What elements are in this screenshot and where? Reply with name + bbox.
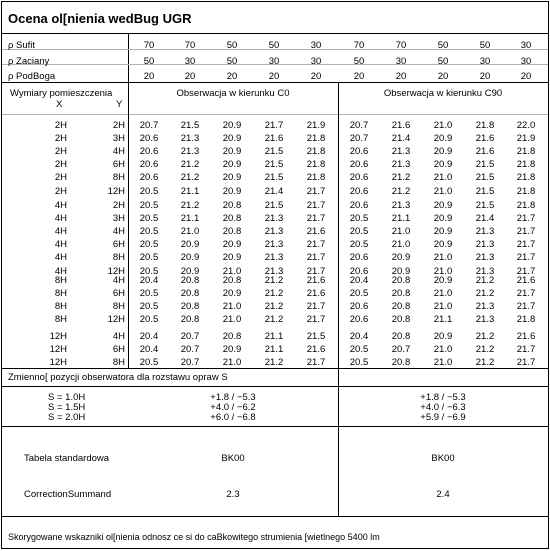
ugr-value: 21.6	[306, 344, 326, 356]
reflectance-value: 50	[268, 40, 280, 51]
ugr-value: 20.8	[391, 301, 411, 313]
reflectance-value: 50	[437, 40, 449, 51]
ugr-value: 21.1	[264, 344, 284, 356]
ugr-value: 21.8	[306, 159, 326, 171]
ugr-value: 20.9	[180, 239, 200, 251]
ugr-value: 20.8	[180, 288, 200, 300]
ugr-value: 20.5	[139, 314, 159, 326]
ugr-value: 21.0	[180, 226, 200, 238]
row-divider	[2, 82, 548, 83]
spacing-c0: +1.8 / −5.3	[210, 392, 256, 403]
reflectance-label: ρ Sufit	[8, 40, 36, 51]
ugr-value: 20.5	[139, 226, 159, 238]
reflectance-value: 50	[226, 56, 238, 67]
ugr-value: 20.4	[349, 275, 369, 286]
ugr-value: 21.5	[475, 200, 495, 211]
ugr-value: 21.2	[264, 357, 284, 369]
ugr-value: 21.7	[516, 344, 536, 356]
reflectance-value: 30	[395, 56, 407, 67]
ugr-value: 21.0	[433, 288, 453, 300]
ugr-value: 20.9	[222, 159, 242, 171]
ugr-value: 21.7	[306, 213, 326, 225]
ugr-value: 20.9	[433, 239, 453, 251]
ugr-value: 21.7	[516, 357, 536, 369]
ugr-value: 21.0	[222, 301, 242, 313]
room-y: 4H	[112, 331, 125, 342]
ugr-value: 20.8	[391, 288, 411, 300]
ugr-value: 21.1	[264, 331, 284, 342]
ugr-value: 20.8	[222, 275, 242, 286]
ugr-value: 21.6	[516, 331, 536, 342]
ugr-value: 21.0	[222, 314, 242, 326]
reflectance-value: 30	[310, 56, 322, 67]
ugr-value: 21.7	[516, 213, 536, 225]
spacing-c90: +1.8 / −5.3	[420, 392, 466, 403]
ugr-value: 21.7	[264, 120, 284, 131]
ugr-value: 21.5	[264, 200, 284, 211]
ugr-value: 20.6	[349, 159, 369, 171]
ugr-value: 21.1	[180, 213, 200, 225]
room-x: 12H	[49, 344, 67, 356]
room-y: 3H	[112, 213, 125, 225]
ugr-value: 20.5	[349, 226, 369, 238]
ugr-value: 21.6	[475, 133, 495, 145]
standard-table-label: Tabela standardowa	[24, 453, 110, 464]
ugr-value: 21.6	[264, 133, 284, 145]
column-divider	[128, 33, 129, 368]
ugr-value: 20.6	[139, 159, 159, 171]
correction-c0: 2.3	[226, 489, 240, 500]
row-divider	[2, 114, 548, 115]
room-x: 2H	[54, 120, 67, 131]
reflectance-value: 50	[353, 56, 365, 67]
ugr-value: 20.4	[349, 331, 369, 342]
ugr-value: 21.5	[264, 172, 284, 184]
ugr-value: 20.8	[222, 200, 242, 211]
ugr-value: 20.6	[139, 133, 159, 145]
column-divider	[338, 426, 339, 516]
ugr-value: 21.0	[222, 357, 242, 369]
room-x: 12H	[49, 331, 67, 342]
ugr-value: 21.8	[306, 146, 326, 158]
ugr-value: 21.7	[306, 357, 326, 369]
spacing-label: S = 1.5H	[48, 402, 86, 413]
ugr-value: 20.6	[139, 146, 159, 158]
ugr-value: 20.9	[433, 275, 453, 286]
ugr-value: 21.7	[516, 239, 536, 251]
ugr-value: 20.8	[391, 331, 411, 342]
spacing-label: S = 2.0H	[48, 412, 86, 423]
ugr-value: 21.6	[391, 120, 411, 131]
ugr-value: 20.9	[222, 172, 242, 184]
ugr-value: 21.8	[516, 185, 536, 197]
room-x: 4H	[54, 200, 67, 211]
reflectance-value: 30	[520, 40, 532, 51]
reflectance-label: ρ Zaciany	[8, 56, 50, 67]
ugr-value: 20.5	[139, 185, 159, 197]
ugr-value: 21.2	[180, 200, 200, 211]
room-y: 6H	[112, 344, 125, 356]
ugr-value: 21.3	[391, 146, 411, 158]
room-y: 2H	[112, 120, 125, 131]
reflectance-value: 50	[479, 40, 491, 51]
ugr-value: 20.9	[180, 265, 200, 277]
ugr-value: 21.8	[516, 314, 536, 326]
row-divider	[2, 33, 548, 34]
reflectance-value: 20	[520, 71, 532, 82]
room-x: 4H	[54, 213, 67, 225]
ugr-value: 20.8	[391, 314, 411, 326]
ugr-document	[1, 1, 549, 549]
ugr-value: 21.5	[475, 172, 495, 184]
ugr-value: 21.7	[516, 265, 536, 277]
ugr-value: 21.3	[391, 159, 411, 171]
reflectance-value: 30	[184, 56, 196, 67]
spacing-c90: +4.0 / −6.3	[420, 402, 466, 413]
ugr-value: 21.3	[180, 133, 200, 145]
ugr-value: 21.8	[516, 172, 536, 184]
ugr-value: 20.6	[349, 146, 369, 158]
ugr-value: 20.9	[433, 226, 453, 238]
ugr-value: 20.5	[139, 265, 159, 277]
ugr-value: 20.7	[349, 120, 369, 131]
ugr-value: 21.5	[264, 159, 284, 171]
ugr-value: 20.7	[180, 357, 200, 369]
ugr-value: 21.3	[475, 226, 495, 238]
ugr-value: 20.8	[180, 301, 200, 313]
room-x: 2H	[54, 172, 67, 184]
ugr-value: 21.3	[264, 265, 284, 277]
ugr-value: 20.9	[222, 239, 242, 251]
ugr-value: 21.4	[475, 213, 495, 225]
ugr-value: 20.6	[349, 185, 369, 197]
ugr-value: 20.5	[139, 357, 159, 369]
dims-x-label: X	[56, 99, 63, 110]
ugr-value: 20.9	[222, 185, 242, 197]
ugr-value: 21.3	[475, 239, 495, 251]
reflectance-value: 50	[226, 40, 238, 51]
standard-table-c0: BK00	[221, 453, 245, 464]
ugr-value: 21.3	[475, 252, 495, 264]
reflectance-value: 20	[143, 71, 155, 82]
ugr-value: 21.0	[391, 239, 411, 251]
ugr-value: 21.3	[475, 265, 495, 277]
reflectance-value: 50	[143, 56, 155, 67]
ugr-value: 21.5	[264, 146, 284, 158]
ugr-value: 21.3	[264, 213, 284, 225]
ugr-value: 21.0	[433, 301, 453, 313]
reflectance-value: 20	[268, 71, 280, 82]
ugr-value: 20.4	[139, 275, 159, 286]
room-y: 12H	[107, 314, 125, 326]
ugr-value: 21.5	[306, 331, 326, 342]
ugr-value: 20.5	[139, 213, 159, 225]
ugr-value: 21.6	[475, 146, 495, 158]
row-divider	[2, 516, 548, 517]
ugr-value: 20.9	[180, 252, 200, 264]
ugr-value: 20.4	[139, 331, 159, 342]
room-x: 2H	[54, 146, 67, 158]
reflectance-value: 70	[184, 40, 196, 51]
ugr-value: 21.2	[391, 172, 411, 184]
ugr-value: 20.9	[433, 200, 453, 211]
ugr-value: 20.8	[222, 213, 242, 225]
spacing-label: S = 1.0H	[48, 392, 86, 403]
ugr-value: 20.9	[391, 265, 411, 277]
ugr-value: 21.2	[475, 288, 495, 300]
ugr-value: 21.2	[264, 301, 284, 313]
ugr-value: 21.2	[475, 344, 495, 356]
room-y: 8H	[112, 357, 125, 369]
ugr-value: 21.2	[475, 357, 495, 369]
ugr-value: 21.8	[516, 200, 536, 211]
ugr-value: 20.6	[349, 172, 369, 184]
ugr-value: 20.7	[349, 133, 369, 145]
room-y: 4H	[112, 146, 125, 158]
reflectance-value: 50	[437, 56, 449, 67]
ugr-value: 21.3	[264, 252, 284, 264]
reflectance-label: ρ PodBoga	[8, 71, 56, 82]
room-x: 4H	[54, 252, 67, 264]
ugr-value: 21.4	[391, 133, 411, 145]
correction-label: CorrectionSummand	[24, 489, 112, 500]
dims-y-label: Y	[116, 99, 123, 110]
ugr-value: 21.3	[475, 314, 495, 326]
ugr-value: 21.0	[391, 226, 411, 238]
ugr-value: 20.6	[139, 172, 159, 184]
room-y: 6H	[112, 239, 125, 251]
ugr-value: 20.5	[349, 344, 369, 356]
ugr-value: 21.7	[306, 200, 326, 211]
room-y: 6H	[112, 159, 125, 171]
reflectance-value: 20	[437, 71, 449, 82]
ugr-value: 20.4	[139, 344, 159, 356]
reflectance-value: 20	[353, 71, 365, 82]
ugr-value: 21.7	[306, 239, 326, 251]
dims-title: Wymiary pomieszczenia	[10, 88, 113, 99]
room-y: 12H	[107, 185, 125, 197]
ugr-value: 20.9	[391, 252, 411, 264]
ugr-value: 20.9	[222, 288, 242, 300]
ugr-value: 20.8	[180, 314, 200, 326]
ugr-value: 21.0	[433, 265, 453, 277]
ugr-value: 20.5	[349, 357, 369, 369]
ugr-value: 21.8	[516, 146, 536, 158]
reflectance-value: 70	[143, 40, 155, 51]
reflectance-value: 20	[395, 71, 407, 82]
ugr-value: 21.1	[391, 213, 411, 225]
ugr-value: 20.6	[349, 314, 369, 326]
ugr-value: 20.9	[433, 159, 453, 171]
ugr-value: 21.7	[306, 301, 326, 313]
room-y: 3H	[112, 133, 125, 145]
reflectance-value: 30	[479, 56, 491, 67]
ugr-value: 20.5	[139, 301, 159, 313]
ugr-value: 21.2	[264, 288, 284, 300]
room-x: 8H	[54, 288, 67, 300]
ugr-value: 20.9	[433, 331, 453, 342]
ugr-value: 21.3	[180, 146, 200, 158]
ugr-value: 21.7	[306, 252, 326, 264]
ugr-value: 21.8	[516, 159, 536, 171]
ugr-value: 20.5	[349, 213, 369, 225]
ugr-value: 21.8	[475, 120, 495, 131]
room-x: 2H	[54, 185, 67, 197]
ugr-value: 20.8	[391, 357, 411, 369]
ugr-value: 21.2	[475, 331, 495, 342]
ugr-value: 21.0	[433, 344, 453, 356]
ugr-value: 20.8	[180, 275, 200, 286]
ugr-value: 21.1	[433, 314, 453, 326]
reflectance-value: 20	[310, 71, 322, 82]
reflectance-value: 20	[226, 71, 238, 82]
ugr-value: 20.5	[349, 288, 369, 300]
ugr-value: 21.3	[264, 226, 284, 238]
ugr-value: 21.0	[433, 120, 453, 131]
room-x: 8H	[54, 275, 67, 286]
ugr-value: 20.9	[433, 133, 453, 145]
standard-table-c90: BK00	[431, 453, 455, 464]
ugr-value: 21.5	[180, 120, 200, 131]
ugr-value: 21.0	[433, 252, 453, 264]
room-y: 4H	[112, 226, 125, 238]
room-x: 2H	[54, 133, 67, 145]
ugr-value: 21.7	[516, 288, 536, 300]
ugr-value: 22.0	[516, 120, 536, 131]
spacing-c0: +6.0 / −6.8	[210, 412, 256, 423]
room-y: 8H	[112, 172, 125, 184]
reflectance-value: 30	[310, 40, 322, 51]
row-divider	[2, 426, 548, 427]
ugr-value: 20.6	[349, 265, 369, 277]
room-x: 4H	[54, 265, 67, 277]
ugr-value: 20.9	[222, 344, 242, 356]
ugr-value: 20.7	[180, 344, 200, 356]
ugr-value: 21.5	[475, 159, 495, 171]
ugr-value: 21.7	[306, 185, 326, 197]
ugr-value: 21.0	[222, 265, 242, 277]
ugr-value: 21.5	[475, 185, 495, 197]
ugr-value: 21.7	[516, 226, 536, 238]
ugr-value: 20.6	[349, 200, 369, 211]
ugr-value: 20.6	[349, 301, 369, 313]
ugr-value: 21.9	[516, 133, 536, 145]
room-y: 8H	[112, 252, 125, 264]
ugr-value: 20.8	[222, 226, 242, 238]
room-y: 8H	[112, 301, 125, 313]
row-divider	[2, 386, 548, 387]
ugr-value: 20.9	[222, 120, 242, 131]
ugr-value: 21.0	[433, 172, 453, 184]
ugr-value: 21.6	[516, 275, 536, 286]
ugr-value: 20.7	[391, 344, 411, 356]
ugr-value: 21.7	[516, 252, 536, 264]
ugr-value: 21.7	[306, 265, 326, 277]
ugr-value: 21.9	[306, 120, 326, 131]
ugr-value: 21.8	[306, 172, 326, 184]
ugr-value: 20.5	[139, 239, 159, 251]
spacing-c90: +5.9 / −6.9	[420, 412, 466, 423]
view-c90-header: Obserwacja w kierunku C90	[383, 88, 503, 99]
ugr-value: 21.2	[180, 172, 200, 184]
ugr-value: 21.6	[306, 275, 326, 286]
ugr-value: 21.6	[306, 288, 326, 300]
ugr-value: 20.8	[222, 331, 242, 342]
ugr-value: 21.3	[475, 301, 495, 313]
ugr-value: 20.9	[222, 133, 242, 145]
ugr-value: 21.2	[391, 185, 411, 197]
ugr-value: 20.8	[391, 275, 411, 286]
ugr-value: 20.7	[139, 120, 159, 131]
reflectance-value: 70	[353, 40, 365, 51]
ugr-value: 21.2	[180, 159, 200, 171]
ugr-value: 20.9	[222, 252, 242, 264]
spacing-c0: +4.0 / −6.2	[210, 402, 256, 413]
ugr-value: 21.1	[180, 185, 200, 197]
ugr-value: 21.2	[264, 275, 284, 286]
ugr-value: 21.8	[306, 133, 326, 145]
ugr-value: 21.2	[264, 314, 284, 326]
ugr-value: 21.3	[391, 200, 411, 211]
ugr-value: 21.4	[264, 185, 284, 197]
room-x: 12H	[49, 357, 67, 369]
ugr-value: 20.5	[139, 200, 159, 211]
ugr-value: 20.9	[433, 146, 453, 158]
column-divider	[338, 82, 339, 426]
ugr-value: 20.9	[222, 146, 242, 158]
room-x: 8H	[54, 301, 67, 313]
ugr-value: 21.0	[433, 185, 453, 197]
observer-note: Zmienno[ pozycji obserwatora dla rozstawu opraw S	[8, 372, 228, 383]
ugr-value: 21.2	[475, 275, 495, 286]
room-y: 4H	[112, 275, 125, 286]
reflectance-value: 30	[268, 56, 280, 67]
ugr-value: 20.7	[180, 331, 200, 342]
ugr-value: 21.7	[516, 301, 536, 313]
ugr-value: 20.9	[433, 213, 453, 225]
reflectance-value: 20	[184, 71, 196, 82]
footer-note: Skorygowane wskazniki ol[nienia odnosz ce si do caBkowitego strumienia [wietlnego 5400 lm	[8, 532, 380, 542]
correction-c90: 2.4	[436, 489, 450, 500]
view-c0-header: Obserwacja w kierunku C0	[176, 88, 290, 99]
reflectance-value: 70	[395, 40, 407, 51]
reflectance-value: 20	[479, 71, 491, 82]
ugr-value: 21.6	[306, 226, 326, 238]
ugr-value: 21.0	[433, 357, 453, 369]
room-y: 12H	[107, 265, 125, 277]
room-x: 4H	[54, 239, 67, 251]
room-x: 8H	[54, 314, 67, 326]
room-x: 4H	[54, 226, 67, 238]
ugr-value: 21.3	[264, 239, 284, 251]
room-x: 2H	[54, 159, 67, 171]
ugr-value: 20.5	[139, 252, 159, 264]
ugr-value: 21.7	[306, 314, 326, 326]
ugr-value: 20.5	[349, 239, 369, 251]
room-y: 2H	[112, 200, 125, 211]
ugr-value: 20.6	[349, 252, 369, 264]
room-y: 6H	[112, 288, 125, 300]
page-title: Ocena ol[nienia wedBug UGR	[8, 11, 192, 26]
ugr-value: 20.5	[139, 288, 159, 300]
reflectance-value: 30	[520, 56, 532, 67]
